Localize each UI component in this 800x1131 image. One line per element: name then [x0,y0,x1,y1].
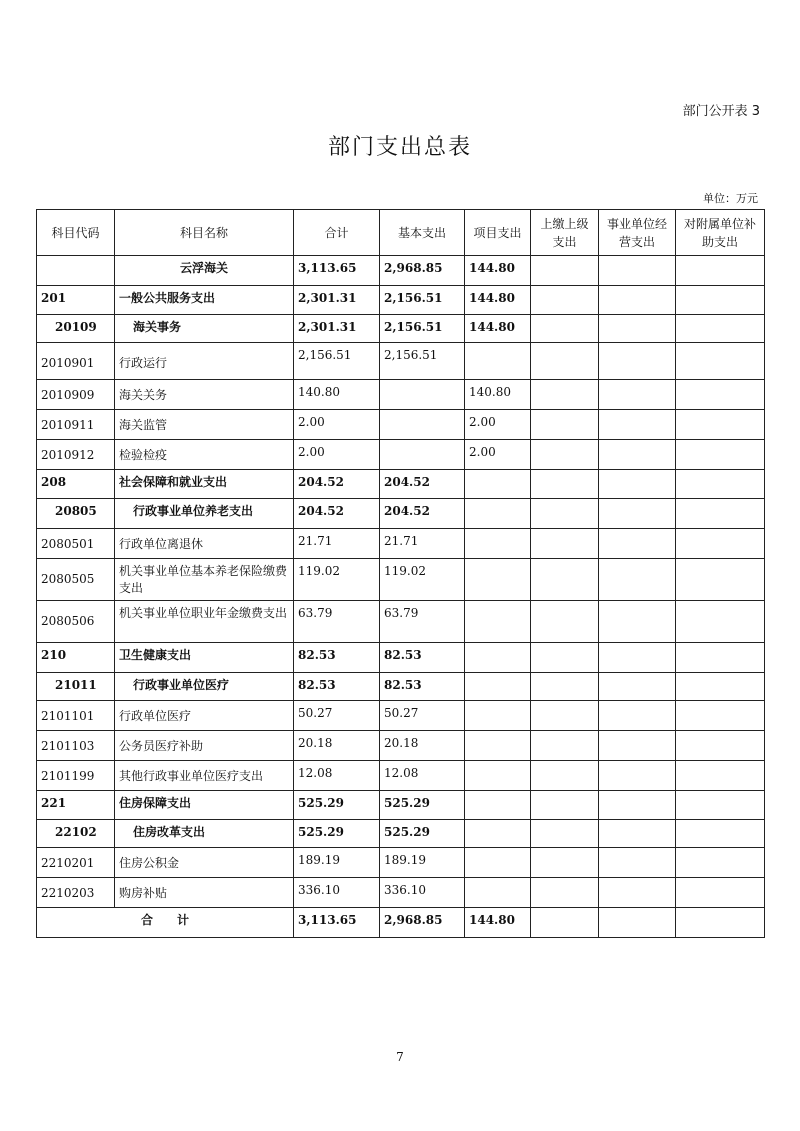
cell-name: 住房改革支出 [115,820,294,848]
header-basic: 基本支出 [380,210,465,256]
cell-name: 云浮海关 [115,256,294,286]
header-biz: 事业单位经营支出 [599,210,676,256]
table-row [37,673,765,701]
cell-basic: 525.29 [380,820,465,848]
cell-biz [599,499,676,529]
cell-upper [531,499,599,529]
cell-upper [531,286,599,315]
cell-upper [531,601,599,643]
table-row [37,499,765,529]
cell-upper [531,731,599,761]
cell-biz [599,256,676,286]
cell-code: 20805 [37,499,115,529]
table-row [37,701,765,731]
cell-name: 行政单位离退休 [115,529,294,559]
total-row [37,908,765,938]
cell-name: 海关关务 [115,380,294,410]
cell-code: 21011 [37,673,115,701]
cell-total: 2.00 [294,410,380,440]
cell-project: 2.00 [465,440,531,470]
cell-upper [531,791,599,820]
cell-sub [676,731,765,761]
cell-sub [676,820,765,848]
cell-sub [676,908,765,938]
cell-name: 行政事业单位养老支出 [115,499,294,529]
cell-project: 2.00 [465,410,531,440]
cell-total: 2,301.31 [294,315,380,343]
cell-name: 检验检疫 [115,440,294,470]
cell-basic [380,380,465,410]
cell-basic: 82.53 [380,643,465,673]
cell-upper [531,380,599,410]
cell-upper [531,343,599,380]
cell-upper [531,701,599,731]
cell-project [465,643,531,673]
cell-sub [676,559,765,601]
cell-biz [599,643,676,673]
table-row [37,343,765,380]
cell-code: 208 [37,470,115,499]
cell-name: 机关事业单位基本养老保险缴费支出 [115,559,294,601]
cell-basic: 82.53 [380,673,465,701]
cell-name: 行政单位医疗 [115,701,294,731]
cell-project [465,601,531,643]
cell-total: 2,156.51 [294,343,380,380]
cell-biz [599,701,676,731]
cell-basic [380,440,465,470]
cell-sub [676,499,765,529]
cell-code: 2101199 [37,761,115,791]
cell-code: 2210201 [37,848,115,878]
cell-code: 2010911 [37,410,115,440]
cell-code: 2210203 [37,878,115,908]
cell-name: 行政事业单位医疗 [115,673,294,701]
cell-basic: 525.29 [380,791,465,820]
total-basic: 2,968.85 [380,908,465,938]
cell-basic: 50.27 [380,701,465,731]
cell-code: 2010901 [37,343,115,380]
cell-code: 20109 [37,315,115,343]
cell-code: 210 [37,643,115,673]
cell-sub [676,470,765,499]
cell-project [465,470,531,499]
cell-biz [599,673,676,701]
cell-upper [531,878,599,908]
cell-name: 社会保障和就业支出 [115,470,294,499]
cell-total: 3,113.65 [294,256,380,286]
cell-project: 140.80 [465,380,531,410]
cell-name: 机关事业单位职业年金缴费支出 [115,601,294,643]
cell-project: 144.80 [465,315,531,343]
cell-basic: 2,156.51 [380,343,465,380]
table-row [37,731,765,761]
table-row [37,529,765,559]
cell-sub [676,440,765,470]
cell-basic: 336.10 [380,878,465,908]
cell-total: 20.18 [294,731,380,761]
table-row [37,761,765,791]
table-id: 部门公开表 3 [682,104,760,119]
cell-total: 140.80 [294,380,380,410]
cell-biz [599,410,676,440]
cell-project [465,848,531,878]
total-label: 合 计 [37,908,294,938]
cell-project [465,343,531,380]
cell-code: 201 [37,286,115,315]
cell-sub [676,343,765,380]
cell-upper [531,673,599,701]
header-code: 科目代码 [37,210,115,256]
cell-biz [599,848,676,878]
cell-biz [599,601,676,643]
cell-project: 144.80 [465,256,531,286]
cell-project [465,731,531,761]
header-upper: 上缴上级支出 [531,210,599,256]
cell-project [465,529,531,559]
cell-basic: 2,156.51 [380,315,465,343]
cell-upper [531,559,599,601]
cell-biz [599,731,676,761]
cell-sub [676,601,765,643]
page-title: 部门支出总表 [327,135,472,160]
cell-total: 21.71 [294,529,380,559]
cell-project [465,820,531,848]
cell-upper [531,820,599,848]
table-row [37,286,765,315]
table-row [37,820,765,848]
cell-basic: 119.02 [380,559,465,601]
table-row [37,380,765,410]
table-row [37,601,765,643]
cell-name: 卫生健康支出 [115,643,294,673]
cell-code: 2101103 [37,731,115,761]
table-row [37,410,765,440]
cell-basic: 20.18 [380,731,465,761]
cell-biz [599,908,676,938]
cell-total: 119.02 [294,559,380,601]
cell-code: 22102 [37,820,115,848]
cell-upper [531,908,599,938]
cell-name: 住房公积金 [115,848,294,878]
cell-sub [676,315,765,343]
cell-code: 2080505 [37,559,115,601]
cell-biz [599,343,676,380]
cell-basic: 204.52 [380,470,465,499]
cell-name: 公务员医疗补助 [115,731,294,761]
cell-project: 144.80 [465,286,531,315]
cell-total: 525.29 [294,791,380,820]
cell-sub [676,256,765,286]
cell-sub [676,529,765,559]
cell-upper [531,761,599,791]
cell-project [465,559,531,601]
table-row [37,256,765,286]
cell-basic: 12.08 [380,761,465,791]
cell-upper [531,315,599,343]
cell-name: 其他行政事业单位医疗支出 [115,761,294,791]
cell-code: 2101101 [37,701,115,731]
cell-project [465,791,531,820]
cell-basic: 21.71 [380,529,465,559]
cell-basic: 204.52 [380,499,465,529]
cell-total: 204.52 [294,499,380,529]
cell-name: 海关事务 [115,315,294,343]
cell-sub [676,848,765,878]
header-name: 科目名称 [115,210,294,256]
cell-code: 221 [37,791,115,820]
cell-upper [531,529,599,559]
cell-basic: 63.79 [380,601,465,643]
cell-basic [380,410,465,440]
cell-sub [676,701,765,731]
cell-name: 住房保障支出 [115,791,294,820]
cell-biz [599,761,676,791]
cell-total: 2,301.31 [294,286,380,315]
table-row [37,470,765,499]
total-total: 3,113.65 [294,908,380,938]
table-row [37,440,765,470]
cell-total: 63.79 [294,601,380,643]
cell-name: 海关监管 [115,410,294,440]
cell-sub [676,410,765,440]
cell-biz [599,470,676,499]
cell-biz [599,791,676,820]
cell-biz [599,559,676,601]
table-row [37,878,765,908]
cell-total: 82.53 [294,643,380,673]
header-sub: 对附属单位补助支出 [676,210,765,256]
cell-total: 12.08 [294,761,380,791]
cell-biz [599,380,676,410]
cell-biz [599,286,676,315]
cell-total: 50.27 [294,701,380,731]
cell-code: 2080501 [37,529,115,559]
cell-upper [531,470,599,499]
cell-upper [531,848,599,878]
cell-code: 2080506 [37,601,115,643]
cell-project [465,499,531,529]
cell-basic: 2,968.85 [380,256,465,286]
header-total: 合计 [294,210,380,256]
cell-sub [676,673,765,701]
cell-upper [531,643,599,673]
cell-total: 2.00 [294,440,380,470]
cell-code [37,256,115,286]
cell-biz [599,529,676,559]
cell-project [465,673,531,701]
header-row [37,210,765,256]
cell-project [465,701,531,731]
table-row [37,643,765,673]
cell-sub [676,878,765,908]
cell-sub [676,791,765,820]
cell-biz [599,878,676,908]
cell-sub [676,286,765,315]
cell-biz [599,440,676,470]
cell-upper [531,440,599,470]
cell-code: 2010912 [37,440,115,470]
cell-basic: 2,156.51 [380,286,465,315]
cell-biz [599,820,676,848]
cell-code: 2010909 [37,380,115,410]
cell-upper [531,410,599,440]
cell-total: 204.52 [294,470,380,499]
cell-biz [599,315,676,343]
table-row [37,791,765,820]
cell-upper [531,256,599,286]
cell-sub [676,761,765,791]
table-row [37,559,765,601]
cell-name: 行政运行 [115,343,294,380]
cell-basic: 189.19 [380,848,465,878]
cell-project [465,878,531,908]
cell-project [465,761,531,791]
cell-total: 336.10 [294,878,380,908]
cell-total: 525.29 [294,820,380,848]
cell-name: 购房补贴 [115,878,294,908]
page-number: 7 [396,1050,404,1064]
cell-sub [676,643,765,673]
cell-name: 一般公共服务支出 [115,286,294,315]
header-project: 项目支出 [465,210,531,256]
table-row [37,315,765,343]
unit-label: 单位：万元 [703,192,758,205]
cell-total: 189.19 [294,848,380,878]
total-project: 144.80 [465,908,531,938]
table-row [37,848,765,878]
expenditure-table [36,209,765,938]
cell-sub [676,380,765,410]
cell-total: 82.53 [294,673,380,701]
